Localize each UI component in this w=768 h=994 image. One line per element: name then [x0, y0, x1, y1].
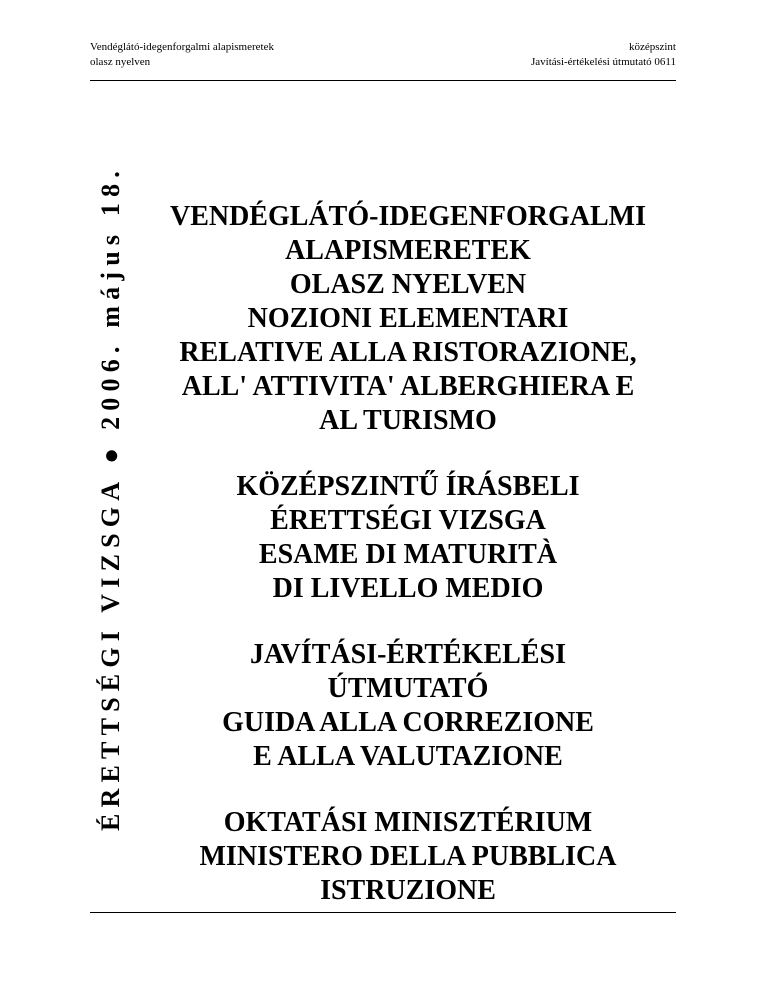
title-block — [138, 200, 678, 438]
guide-line: JAVÍTÁSI-ÉRTÉKELÉSI — [250, 639, 566, 670]
level-line: DI LIVELLO MEDIO — [272, 573, 544, 604]
footer-divider — [90, 912, 676, 913]
header-level — [531, 40, 676, 70]
ministry-block — [138, 806, 678, 908]
title-line: NOZIONI ELEMENTARI — [247, 303, 569, 334]
side-banner — [86, 128, 136, 868]
cover-content — [138, 200, 678, 908]
guide-line: ÚTMUTATÓ — [327, 673, 489, 704]
ministry-line: ISTRUZIONE — [320, 875, 496, 906]
side-banner-text — [86, 128, 136, 868]
ministry-line: OKTATÁSI MINISZTÉRIUM — [223, 807, 593, 838]
level-line: ÉRETTSÉGI VIZSGA — [270, 505, 546, 536]
guide-line: GUIDA ALLA CORREZIONE — [222, 707, 594, 738]
guide-line: E ALLA VALUTAZIONE — [253, 741, 563, 772]
title-line: RELATIVE ALLA RISTORAZIONE, — [179, 337, 637, 368]
title-line: VENDÉGLÁTÓ-IDEGENFORGALMI — [169, 201, 647, 232]
header-level-line-2: Javítási-értékelési útmutató 0611 — [531, 56, 676, 68]
header-subject-line-2: olasz nyelven — [90, 56, 151, 68]
title-line: AL TURISMO — [319, 405, 497, 436]
side-banner-date: 2006. május 18. — [96, 164, 125, 430]
level-line: KÖZÉPSZINTŰ ÍRÁSBELI — [236, 471, 580, 502]
header-level-line-1: középszint — [628, 41, 676, 53]
title-line: OLASZ NYELVEN — [289, 269, 527, 300]
header-subject-line-1: Vendéglátó-idegenforgalmi alapismeretek — [90, 41, 274, 53]
side-banner-exam: ÉRETTSÉGI VIZSGA — [96, 475, 125, 832]
bullet-icon: ● — [96, 441, 125, 464]
title-line: ALL' ATTIVITA' ALBERGHIERA E — [181, 371, 635, 402]
guide-block — [138, 638, 678, 774]
level-line: ESAME DI MATURITÀ — [258, 539, 558, 570]
ministry-line: MINISTERO DELLA PUBBLICA — [199, 841, 617, 872]
page-header — [90, 40, 676, 78]
header-divider — [90, 80, 676, 81]
level-block — [138, 470, 678, 606]
title-line: ALAPISMERETEK — [285, 235, 531, 266]
header-subject — [90, 40, 274, 70]
